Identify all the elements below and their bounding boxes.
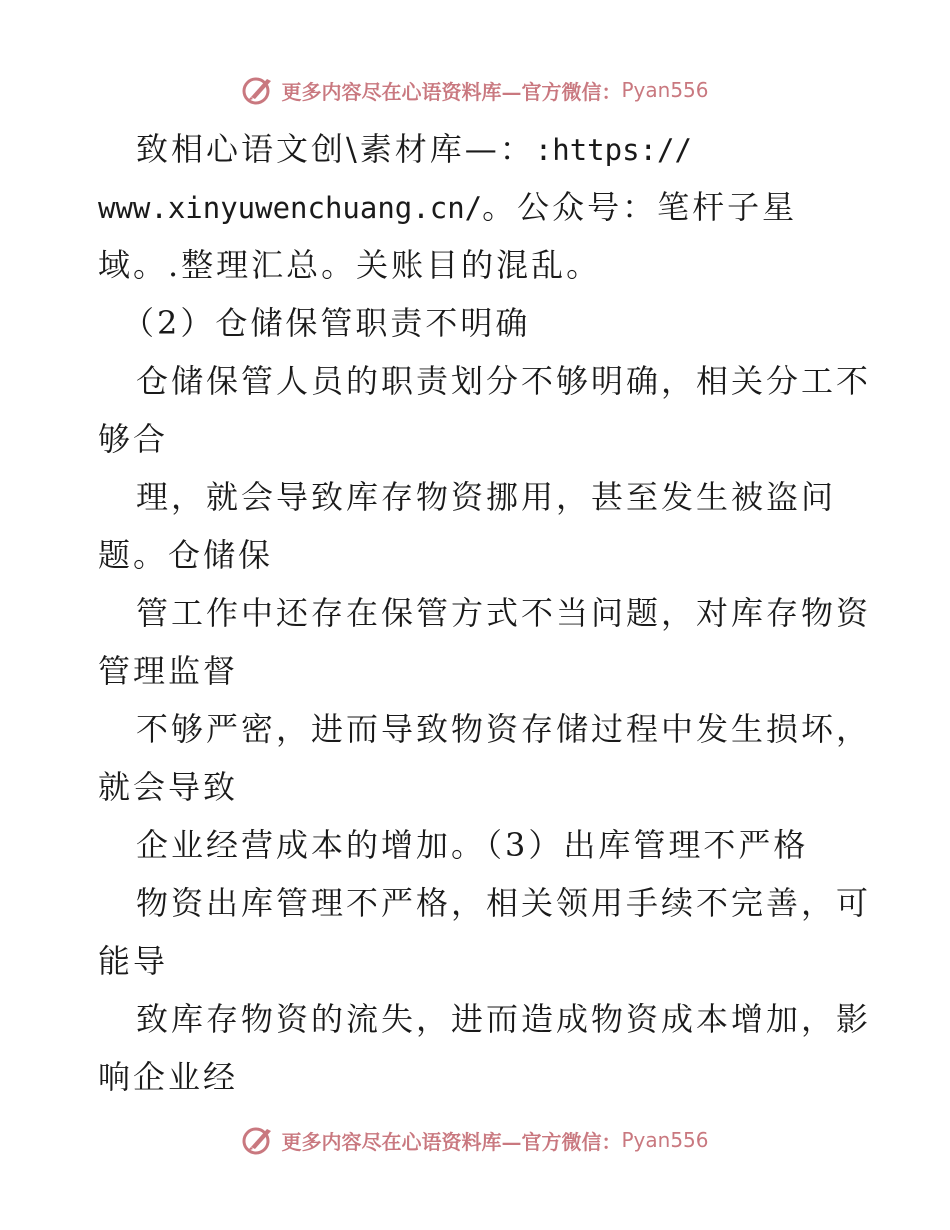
text-line-8: 题。仓储保: [98, 536, 274, 574]
text-line-7: 理，就会导致库存物资挪用，甚至发生被盗问: [136, 478, 837, 516]
header-banner: [0, 70, 950, 110]
quill-logo-icon: [241, 1123, 275, 1157]
text-line-1: 致相心语文创\素材库—：:https://: [136, 130, 692, 168]
header-banner-contact: Pyan556: [621, 78, 709, 102]
text-line-3: 域。.整理汇总。关账目的混乱。: [98, 246, 602, 284]
text-line-17: 响企业经: [98, 1058, 239, 1096]
text-line-5: 仓储保管人员的职责划分不够明确，相关分工不: [136, 362, 872, 400]
footer-banner-text: 更多内容尽在心语资料库—官方微信：: [281, 1129, 622, 1154]
body-text: [98, 120, 898, 1106]
text-line-11: 不够严密，进而导致物资存储过程中发生损坏，: [136, 710, 872, 748]
text-line-6: 够合: [98, 420, 169, 458]
footer-banner-contact: Pyan556: [621, 1128, 709, 1152]
section-heading-2: （2）仓储保管职责不明确: [122, 304, 531, 342]
quill-logo-icon: [241, 73, 275, 107]
text-line-14: 物资出库管理不严格，相关领用手续不完善，可: [136, 884, 872, 922]
text-line-15: 能导: [98, 942, 169, 980]
text-line-2: www.xinyuwenchuang.cn/。公众号：笔杆子星: [98, 188, 798, 226]
header-banner-text: 更多内容尽在心语资料库—官方微信：: [281, 79, 622, 104]
footer-banner: [0, 1120, 950, 1160]
text-line-16: 致库存物资的流失，进而造成物资成本增加，影: [136, 1000, 872, 1038]
text-line-10: 管理监督: [98, 652, 239, 690]
text-line-9: 管工作中还存在保管方式不当问题，对库存物资: [136, 594, 872, 632]
text-line-12: 就会导致: [98, 768, 239, 806]
text-line-13: 企业经营成本的增加。（3）出库管理不严格: [136, 826, 809, 864]
